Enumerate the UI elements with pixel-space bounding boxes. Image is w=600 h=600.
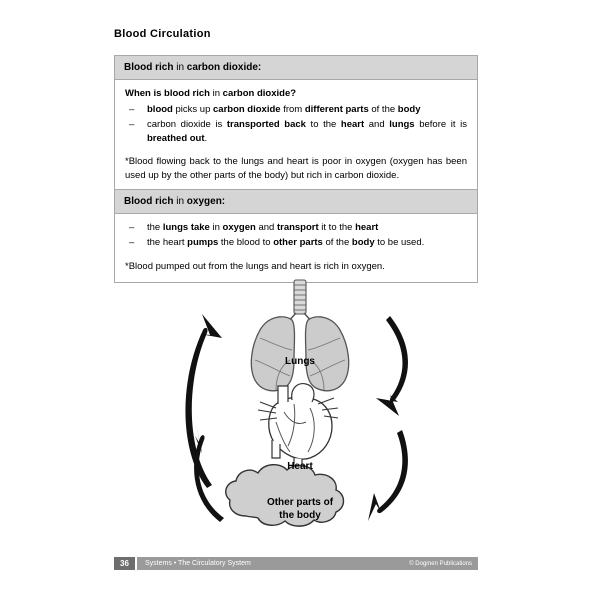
dash-marker-icon: – — [129, 222, 135, 233]
dash-marker-icon: – — [129, 104, 135, 115]
footer-copyright: © Dogmen Publications — [409, 560, 472, 567]
lungs-illustration — [251, 280, 348, 391]
body-cloud-label-line1: Other parts of — [266, 497, 334, 508]
box-header-carbon-dioxide — [115, 56, 477, 80]
note-carbon-dioxide: *Blood flowing back to the lungs and heart is poor in oxygen (oxygen has been used up by the other parts of the body) but rich in carbon dioxide. — [125, 156, 467, 181]
bullet-list-carbon-dioxide — [125, 103, 467, 146]
note-oxygen: *Blood pumped out from the lungs and heart is rich in oxygen. — [125, 261, 385, 272]
arrow-heart-to-body — [368, 430, 408, 521]
question-thin: in — [209, 88, 223, 99]
list-item-text: carbon dioxide is transported back to the heart and lungs before it is breathed out. — [147, 119, 467, 144]
box-body-carbon-dioxide — [115, 80, 477, 191]
list-item — [125, 221, 467, 235]
page-footer — [114, 557, 478, 570]
body-cloud-label-line2: the body — [279, 510, 321, 521]
arrow-body-to-lungs — [185, 314, 222, 488]
box-body-oxygen — [115, 214, 477, 282]
question-bold-lead: When is blood rich — [125, 88, 210, 99]
bullet-list-oxygen — [125, 221, 467, 250]
dash-marker-icon: – — [129, 237, 135, 248]
box-header-thin: in — [173, 196, 187, 207]
dash-marker-icon: – — [129, 119, 135, 130]
circulation-diagram — [150, 278, 450, 553]
heart-illustration — [258, 384, 338, 466]
arrow-lungs-to-heart — [376, 316, 408, 416]
footer-bar — [137, 557, 478, 570]
question-line — [125, 87, 467, 101]
footer-page-number: 36 — [114, 557, 135, 570]
box-header-bold-tail: oxygen: — [186, 196, 226, 207]
list-item — [125, 103, 467, 117]
box-header-thin: in — [173, 62, 187, 73]
footer-section-title: Systems • The Circulatory System — [145, 560, 251, 567]
page-title: Blood Circulation — [114, 28, 211, 40]
box-header-bold-lead: Blood rich — [124, 62, 174, 73]
list-item-text: blood picks up carbon dioxide from different parts of the body — [147, 104, 421, 115]
box-header-bold-lead: Blood rich — [124, 196, 174, 207]
box-header-oxygen — [115, 190, 477, 214]
list-item-text: the heart pumps the blood to other parts of the body to be used. — [147, 237, 425, 248]
list-item — [125, 118, 467, 146]
list-item — [125, 236, 467, 250]
heart-label: Heart — [287, 461, 313, 472]
arrow-body-to-heart — [194, 424, 224, 522]
lungs-label: Lungs — [285, 356, 315, 367]
box-header-bold-tail: carbon dioxide: — [186, 62, 262, 73]
info-box-carbon-dioxide — [114, 55, 478, 192]
list-item-text: the lungs take in oxygen and transport it to the heart — [147, 222, 379, 233]
question-bold-tail: carbon dioxide? — [222, 88, 297, 99]
info-box-oxygen — [114, 189, 478, 283]
body-cloud-label — [230, 496, 370, 522]
